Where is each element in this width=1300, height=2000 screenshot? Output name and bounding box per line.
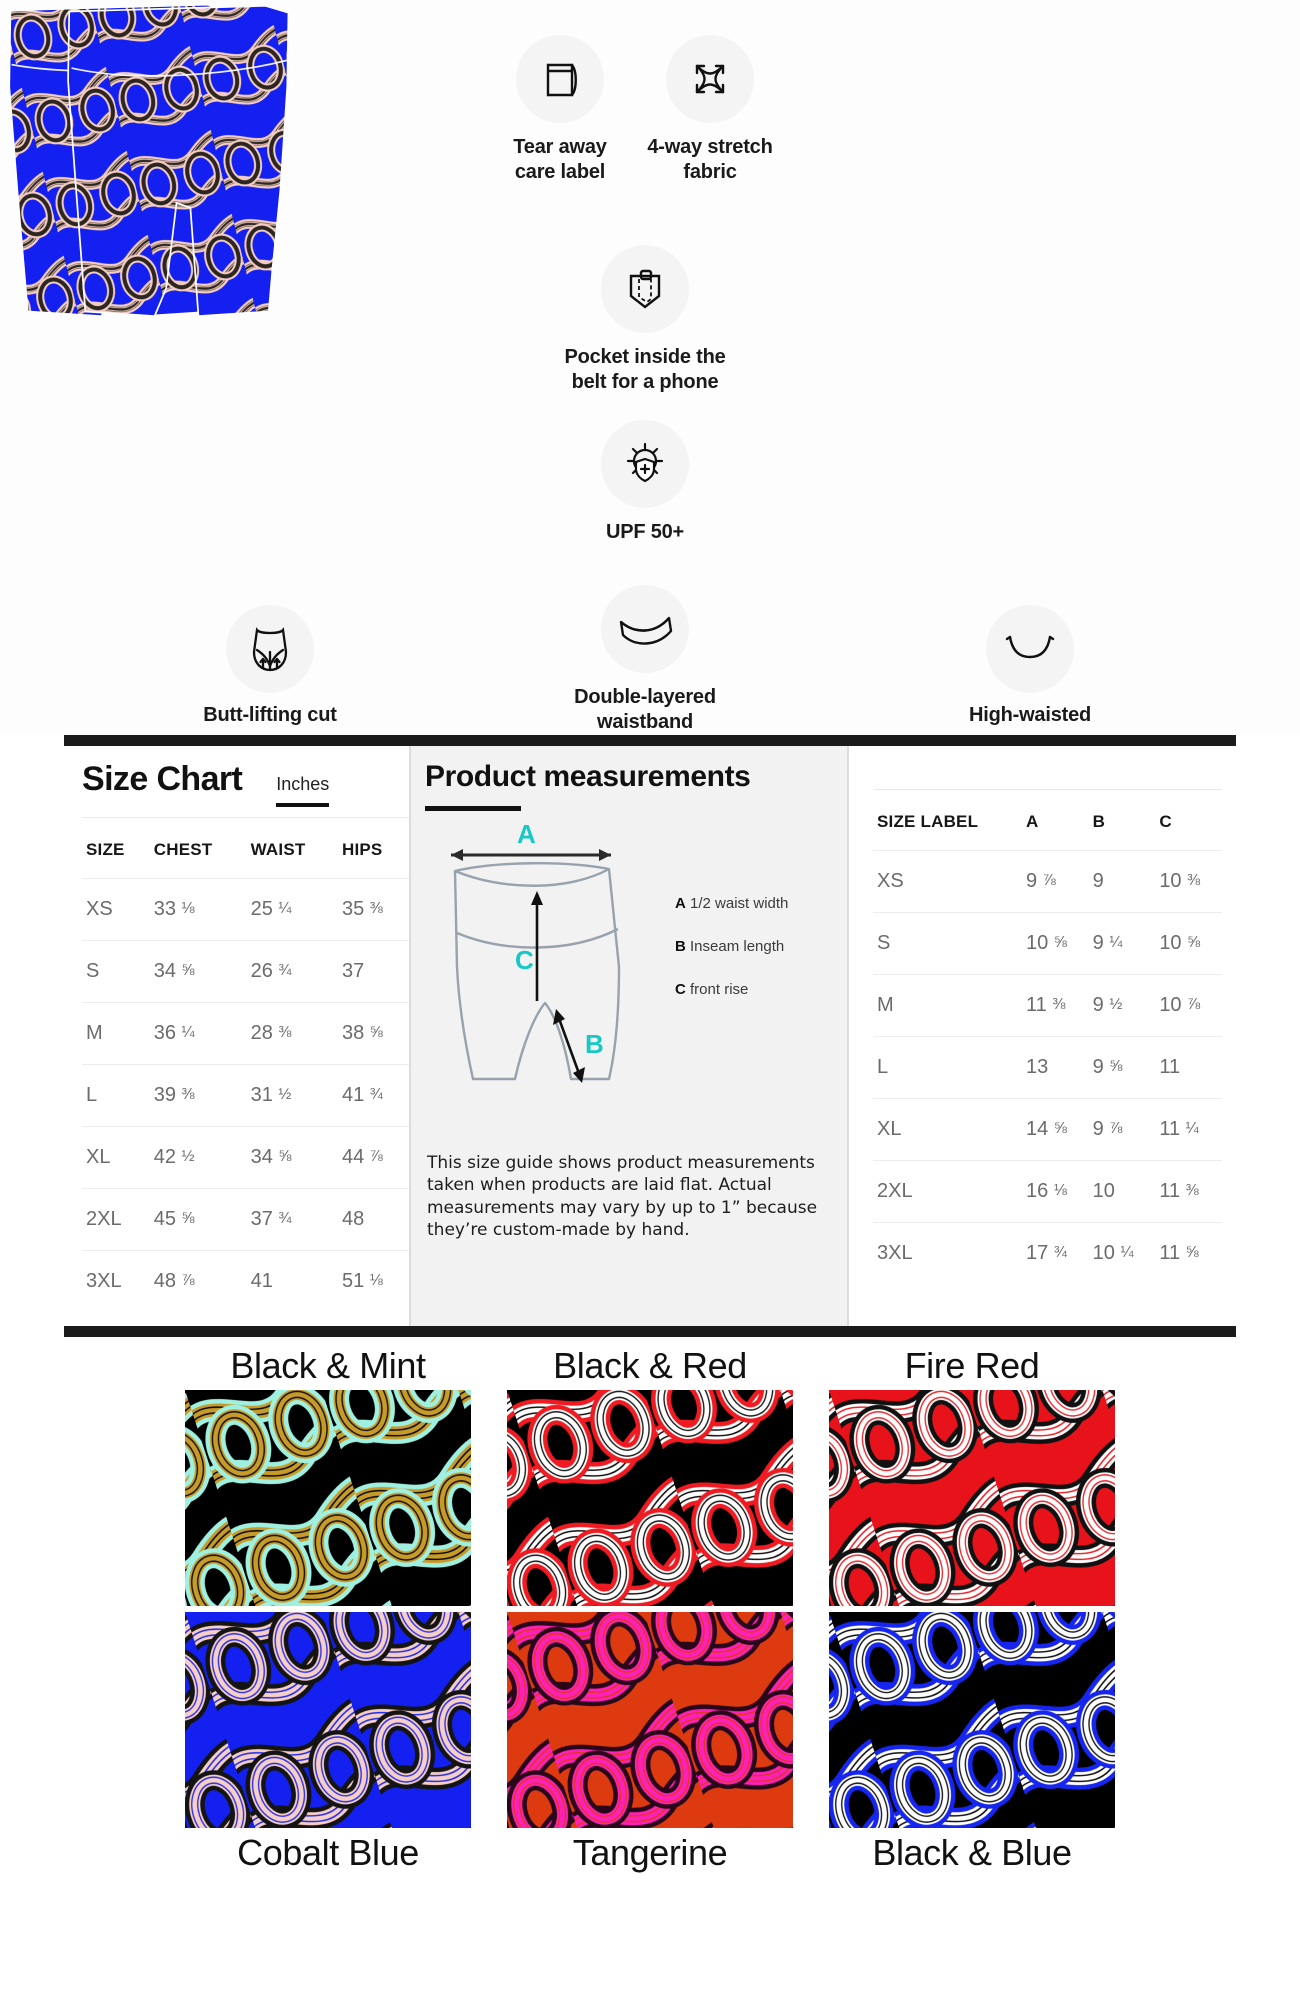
cell-b: 10 ¼ — [1089, 1223, 1156, 1285]
cell-b: 10 — [1089, 1161, 1156, 1223]
table-row — [82, 1189, 409, 1251]
colorway-swatch[interactable] — [829, 1612, 1115, 1828]
cell-c: 10 ⅞ — [1155, 975, 1222, 1037]
colorway-cell[interactable] — [507, 1612, 793, 1877]
cell-size: 2XL — [873, 1161, 1022, 1223]
feature-label-line1: 4-way stretch — [647, 136, 773, 158]
table-row — [873, 851, 1222, 913]
waistband-icon — [601, 585, 689, 673]
cell-c: 11 — [1155, 1037, 1222, 1099]
colorway-gallery — [0, 1337, 1300, 1878]
cell-size: XL — [873, 1099, 1022, 1161]
product-measurements-table — [873, 790, 1222, 1284]
colorway-swatch[interactable] — [829, 1390, 1115, 1606]
product-image-back-right — [0, 0, 300, 358]
feature-label — [605, 135, 815, 185]
colorway-row-1 — [0, 1341, 1300, 1606]
colorway-name: Cobalt Blue — [237, 1832, 419, 1874]
legend-text-a: 1/2 waist width — [690, 895, 789, 912]
cell-size: 2XL — [82, 1189, 150, 1251]
size-guide-disclaimer: This size guide shows product measurements taken when products are laid flat. Actual measurements may vary by up to 1” because they’re custom-made by hand. — [427, 1153, 818, 1241]
feature-label-line1: Butt-lifting cut — [203, 704, 337, 726]
table-row — [82, 1065, 409, 1127]
feature-double-layered-waistband — [520, 585, 770, 735]
feature-high-waisted — [915, 605, 1145, 728]
cell-c: 11 ⅜ — [1155, 1161, 1222, 1223]
feature-label-line2: care label — [514, 161, 606, 183]
feature-label-line2: fabric — [683, 161, 737, 183]
cell-size: L — [82, 1065, 150, 1127]
col-b: B — [1092, 812, 1106, 831]
colorway-swatch-art — [507, 1612, 793, 1828]
colorway-name: Black & Mint — [230, 1345, 426, 1386]
feature-four-way-stretch — [605, 35, 815, 185]
cell-c: 11 ¼ — [1155, 1099, 1222, 1161]
feature-label — [530, 520, 760, 545]
cell-hips: 38 ⅝ — [338, 1003, 409, 1065]
colorway-name: Tangerine — [572, 1832, 728, 1874]
cell-chest: 39 ⅜ — [150, 1065, 247, 1127]
colorway-swatch[interactable] — [507, 1390, 793, 1606]
size-chart-section — [64, 746, 409, 1326]
table-header-row — [873, 790, 1222, 851]
cell-a: 17 ¾ — [1022, 1223, 1089, 1285]
cell-waist: 37 ¾ — [247, 1189, 338, 1251]
col-c: C — [1159, 812, 1172, 831]
table-row — [82, 1003, 409, 1065]
cell-a: 11 ⅜ — [1022, 975, 1089, 1037]
size-chart-body — [82, 879, 409, 1313]
colorway-swatch-art — [829, 1390, 1115, 1606]
colorway-swatch[interactable] — [507, 1612, 793, 1828]
cell-chest: 36 ¼ — [150, 1003, 247, 1065]
colorway-cell[interactable] — [829, 1341, 1115, 1606]
table-row — [873, 1223, 1222, 1285]
cell-a: 10 ⅝ — [1022, 913, 1089, 975]
feature-label — [155, 703, 385, 728]
product-measurements-body — [873, 851, 1222, 1285]
feature-label — [530, 345, 760, 395]
cell-waist: 28 ⅜ — [247, 1003, 338, 1065]
feature-label-line1: Pocket inside the — [564, 346, 726, 368]
product-measurements-table-section — [849, 746, 1236, 1326]
butt-lift-icon — [226, 605, 314, 693]
legend-item-a — [675, 895, 847, 912]
cell-hips: 48 — [338, 1189, 409, 1251]
legend-item-b — [675, 938, 847, 955]
cell-waist: 34 ⅝ — [247, 1127, 338, 1189]
cell-size: M — [873, 975, 1022, 1037]
cell-waist: 41 — [247, 1251, 338, 1313]
size-chart-title: Size Chart — [82, 760, 243, 798]
feature-label-line1: Tear away — [513, 136, 607, 158]
table-row — [873, 1161, 1222, 1223]
cell-size: 3XL — [82, 1251, 150, 1313]
cell-size: XS — [82, 879, 150, 941]
cell-c: 10 ⅜ — [1155, 851, 1222, 913]
size-guide-panel — [64, 746, 1236, 1326]
cell-chest: 42 ½ — [150, 1127, 247, 1189]
feature-upf-rating — [530, 420, 760, 545]
cell-a: 14 ⅝ — [1022, 1099, 1089, 1161]
cell-b: 9 ¼ — [1089, 913, 1156, 975]
colorway-name: Black & Red — [553, 1345, 747, 1386]
cell-size: S — [82, 941, 150, 1003]
table-row — [873, 913, 1222, 975]
cell-size: 3XL — [873, 1223, 1022, 1285]
cell-b: 9 ½ — [1089, 975, 1156, 1037]
feature-label-line2: belt for a phone — [571, 371, 719, 393]
cell-c: 10 ⅝ — [1155, 913, 1222, 975]
cell-size: XS — [873, 851, 1022, 913]
table-row — [82, 1127, 409, 1189]
colorway-cell[interactable] — [185, 1612, 471, 1877]
col-a: A — [1026, 812, 1039, 831]
cell-hips: 51 ⅛ — [338, 1251, 409, 1313]
cell-hips: 44 ⅞ — [338, 1127, 409, 1189]
cell-waist: 31 ½ — [247, 1065, 338, 1127]
pocket-icon — [601, 245, 689, 333]
divider-bottom — [64, 1326, 1236, 1337]
measurement-legend — [671, 817, 847, 1146]
colorway-cell[interactable] — [185, 1341, 471, 1606]
cell-b: 9 ⅞ — [1089, 1099, 1156, 1161]
cell-size: M — [82, 1003, 150, 1065]
measurement-diagram-row — [411, 811, 847, 1146]
spacer — [873, 760, 1222, 790]
cell-a: 9 ⅞ — [1022, 851, 1089, 913]
hero-section — [0, 0, 1300, 735]
col-chest: CHEST — [153, 840, 213, 859]
table-row — [82, 941, 409, 1003]
colorway-swatch[interactable] — [185, 1612, 471, 1828]
cell-waist: 25 ¼ — [247, 879, 338, 941]
cell-hips: 41 ¾ — [338, 1065, 409, 1127]
diagram-label-a: A — [517, 819, 536, 849]
diagram-label-c: C — [515, 945, 534, 975]
colorway-swatch-art — [507, 1390, 793, 1606]
legend-key-b: B — [675, 938, 686, 955]
care-label-icon — [516, 35, 604, 123]
table-row — [873, 1037, 1222, 1099]
legend-text-c: front rise — [690, 981, 749, 998]
feature-phone-pocket — [530, 245, 760, 395]
colorway-name: Black & Blue — [872, 1832, 1072, 1874]
col-waist: WAIST — [250, 840, 306, 859]
product-measurements-section — [409, 746, 849, 1326]
cell-b: 9 ⅝ — [1089, 1037, 1156, 1099]
colorway-name: Fire Red — [904, 1345, 1040, 1386]
feature-label-line1: UPF 50+ — [605, 521, 685, 543]
colorway-swatch-art — [185, 1612, 471, 1828]
col-size-label: SIZE LABEL — [877, 812, 979, 831]
table-row — [873, 975, 1222, 1037]
cell-hips: 37 — [338, 941, 409, 1003]
colorway-row-2 — [0, 1612, 1300, 1877]
feature-label — [520, 685, 770, 735]
table-row — [82, 879, 409, 941]
cell-size: S — [873, 913, 1022, 975]
legend-key-a: A — [675, 895, 686, 912]
col-hips: HIPS — [341, 840, 383, 859]
shorts-diagram — [411, 817, 671, 1146]
table-header-row — [82, 818, 409, 879]
legend-item-c — [675, 981, 847, 998]
cell-size: XL — [82, 1127, 150, 1189]
four-way-stretch-icon — [666, 35, 754, 123]
table-row — [82, 1251, 409, 1313]
feature-butt-lifting-cut — [155, 605, 385, 728]
colorway-swatch-art — [829, 1612, 1115, 1828]
feature-label-line2: waistband — [597, 711, 693, 733]
product-measurements-title: Product measurements — [425, 760, 751, 793]
legend-text-b: Inseam length — [690, 938, 785, 955]
size-chart-table — [82, 818, 409, 1312]
cell-c: 11 ⅝ — [1155, 1223, 1222, 1285]
sun-shield-icon — [601, 420, 689, 508]
cell-chest: 48 ⅞ — [150, 1251, 247, 1313]
cell-a: 16 ⅛ — [1022, 1161, 1089, 1223]
product-measurements-header — [411, 756, 847, 802]
cell-a: 13 — [1022, 1037, 1089, 1099]
colorway-cell[interactable] — [829, 1612, 1115, 1877]
colorway-swatch[interactable] — [185, 1390, 471, 1606]
feature-label — [915, 703, 1145, 728]
cell-hips: 35 ⅜ — [338, 879, 409, 941]
diagram-label-b: B — [585, 1029, 604, 1059]
size-chart-header — [82, 760, 409, 818]
divider-top — [64, 735, 1236, 746]
feature-label-line1: High-waisted — [968, 704, 1092, 726]
cell-b: 9 — [1089, 851, 1156, 913]
colorway-swatch-art — [185, 1390, 471, 1606]
table-row — [873, 1099, 1222, 1161]
cell-chest: 33 ⅛ — [150, 879, 247, 941]
cell-size: L — [873, 1037, 1022, 1099]
feature-label-line1: Double-layered — [574, 686, 716, 708]
unit-toggle-inches[interactable]: Inches — [276, 774, 329, 807]
legend-key-c: C — [675, 981, 686, 998]
col-size: SIZE — [86, 840, 125, 859]
colorway-cell[interactable] — [507, 1341, 793, 1606]
cell-chest: 45 ⅝ — [150, 1189, 247, 1251]
cell-waist: 26 ¾ — [247, 941, 338, 1003]
high-waist-icon — [986, 605, 1074, 693]
cell-chest: 34 ⅝ — [150, 941, 247, 1003]
